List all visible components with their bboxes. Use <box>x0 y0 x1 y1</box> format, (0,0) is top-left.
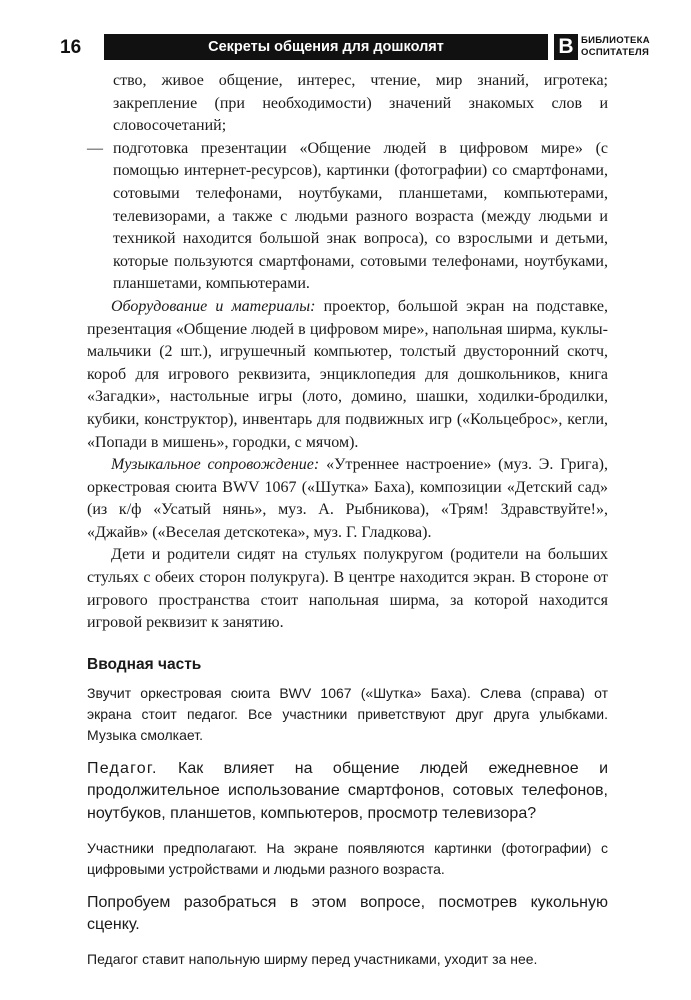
stage-direction-3: Педагог ставит напольную ширму перед участниками, уходит за нее. <box>87 950 538 967</box>
running-header <box>60 34 650 62</box>
task-presentation-text: подготовка презентации «Общение людей в цифровом мире» (с помощью интернет-ресурсов), картинки (фотографии) со смартфонами, сотовыми телефонами, ноутбуками, планшетами, компьютерами, телевизорами, а также с людьми разного возраста (между людьми и техникой находится большой знак вопроса), со взрослыми и детьми, которые пользуются смартфонами, сотовыми телефонами, ноутбуками, планшетами, компьютерами. <box>113 139 608 293</box>
music-label: Музыкальное сопровождение: <box>111 456 320 474</box>
dash-marker: — <box>87 139 103 157</box>
page-body <box>87 70 608 970</box>
section-title: Вводная часть <box>87 655 202 673</box>
task-presentation-item <box>87 138 608 296</box>
series-name-line2: ОСПИТАТЕЛЯ <box>581 47 650 58</box>
series-logo-icon: В <box>554 34 578 60</box>
series-name <box>581 35 691 59</box>
equipment-text: проектор, большой экран на подставке, презентация «Общение людей в цифровом мире», напольная ширма, куклы-мальчики (2 шт.), игрушечный компьютер, толстый двусторонний скотч, короб для игрового реквизита, энциклопедия для дошкольников, книга «Загадки», настольные игры (лото, домино, шашки, ходилки-бродилки, кубики, конструктор), инвентарь для подвижных игр («Кольцеброс», кегли, «Попади в мишень», городки, с мячом). <box>87 297 608 451</box>
speaker-name: Педагог. <box>87 759 158 777</box>
teacher-speech-1 <box>87 758 608 826</box>
setting-paragraph: Дети и родители сидят на стульях полукругом (родители на больших стульях с обеих сторон полукруга). В центре находится экран. В стороне от игрового пространства стоит напольная ширма, за которой находится игровой реквизит к занятию. <box>87 546 608 632</box>
tasks-continuation: ство, живое общение, интерес, чтение, мир знаний, игротека; закрепление (при необходимости) значений знакомых слов и словосочетаний; <box>113 72 608 135</box>
speech-text-1: Как влияет на общение людей ежедневное и продолжительное использование смартфонов, сотовых телефонов, ноутбуков, планшетов, компьютеров, просмотр телевизора? <box>87 759 608 823</box>
music-paragraph <box>87 454 608 544</box>
series-name-line1: БИБЛИОТЕКА <box>581 35 650 46</box>
book-title-bar: Секреты общения для дошколят <box>104 34 548 60</box>
teacher-speech-2: Попробуем разобраться в этом вопросе, посмотрев кукольную сценку. <box>87 893 608 934</box>
equipment-paragraph <box>87 296 608 454</box>
music-text: «Утреннее настроение» (муз. Э. Грига), оркестровая сюита BWV 1067 («Шутка» Баха), композиции «Детский сад» (из к/ф «Усатый нянь», муз. А. Рыбникова), «Трям! Здравствуйте!», «Джайв» («Веселая детскотека», муз. Г. Гладкова). <box>87 456 609 541</box>
stage-direction-2: Участники предполагают. На экране появляются картинки (фотографии) с цифровыми устройствами и людьми разного возраста. <box>87 839 608 877</box>
page-number: 16 <box>60 37 82 58</box>
stage-direction-1: Звучит оркестровая сюита BWV 1067 («Шутка» Баха). Слева (справа) от экрана стоит педагог. Все участники приветствуют друг друга улыбками. Музыка смолкает. <box>87 684 608 743</box>
equipment-label: Оборудование и материалы: <box>111 297 316 315</box>
